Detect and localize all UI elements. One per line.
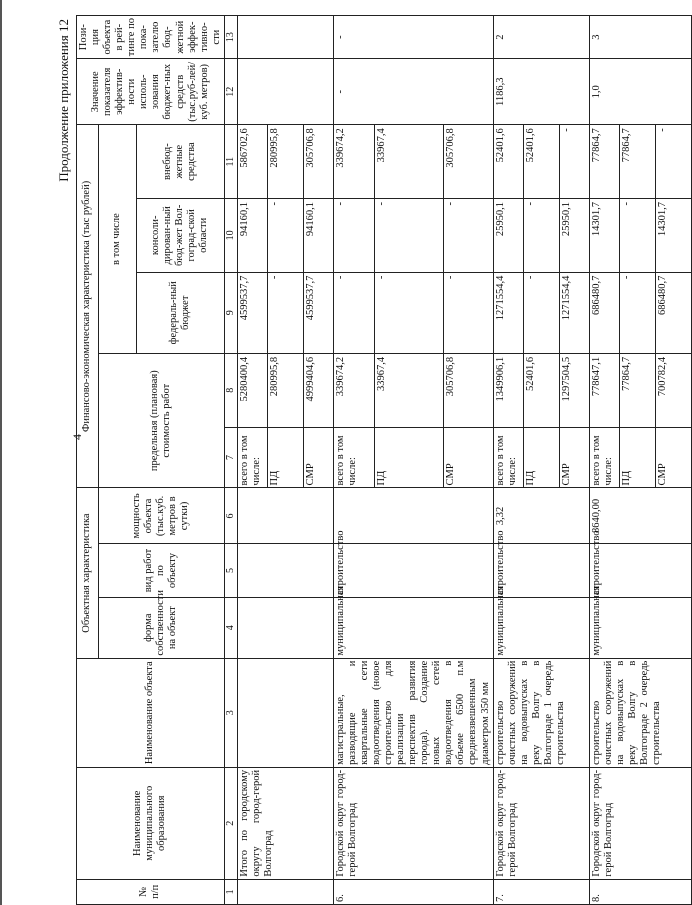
object-name-cell (237, 658, 333, 767)
column-number: 8 (224, 353, 237, 427)
row-number: 7. (493, 879, 589, 904)
column-number: 13 (224, 16, 237, 59)
extrabudget-cell: 77864,7 (589, 125, 619, 199)
header-capacity: мощность объекта (тыс.куб. метров в сутки) (99, 488, 225, 544)
federal-budget-cell: - (523, 272, 559, 353)
federal-budget-cell: - (267, 272, 303, 353)
capacity-cell: 8640,00 (589, 488, 691, 544)
row-number: 8. (589, 879, 691, 904)
regional-budget-cell: 14301,7 (589, 198, 619, 272)
header-work-type: вид работ по объекту (99, 544, 225, 597)
cost-label-cell: СМР (559, 427, 589, 488)
column-number: 9 (224, 272, 237, 353)
rating-cell: - (333, 16, 493, 59)
column-number-row (224, 16, 237, 905)
federal-budget-cell: - (443, 272, 493, 353)
cost-label-cell: СМР (443, 427, 493, 488)
regional-budget-cell: 25950,1 (493, 198, 523, 272)
regional-budget-cell: 94160,1 (303, 198, 333, 272)
total-cost-cell: 4999404,6 (303, 353, 333, 427)
regional-budget-cell: 94160,1 (237, 198, 267, 272)
municipality-cell: Городской округ город-герой Волгоград (589, 767, 691, 879)
regional-budget-cell: 25950,1 (559, 198, 589, 272)
capacity-cell: 3,32 (493, 488, 589, 544)
regional-budget-cell: - (619, 198, 655, 272)
total-cost-cell: 33967,4 (375, 353, 443, 427)
header-efficiency: Значение показателя эффектив-ности исполь-зования бюджет-ных средств (тыс.руб-лей/куб. метров) (77, 59, 225, 125)
ownership-cell (237, 597, 333, 658)
work-type-cell: строительство (493, 544, 589, 597)
page-number: 4 (70, 434, 84, 440)
efficiency-cell: 1,0 (589, 59, 691, 125)
cost-label-cell: всего в том числе: (237, 427, 267, 488)
work-type-cell: строительство (589, 544, 691, 597)
extrabudget-cell: 305706,8 (303, 125, 333, 199)
regional-budget-cell: 14301,7 (655, 198, 691, 272)
total-cost-cell: 778647,1 (589, 353, 619, 427)
column-number: 12 (224, 59, 237, 125)
total-cost-cell: 305706,8 (443, 353, 493, 427)
column-number: 4 (224, 597, 237, 658)
total-cost-cell: 280995,8 (267, 353, 303, 427)
federal-budget-cell: 1271554,4 (493, 272, 523, 353)
extrabudget-cell: 52401,6 (493, 125, 523, 199)
cost-label-cell: ПД (619, 427, 655, 488)
regional-budget-cell: - (375, 198, 443, 272)
rating-cell (237, 16, 333, 59)
extrabudget-cell: 77864,7 (619, 125, 655, 199)
extrabudget-cell: 52401,6 (523, 125, 559, 199)
column-number: 3 (224, 658, 237, 767)
rating-cell: 3 (589, 16, 691, 59)
header-municipality: Наименование муниципального образования (77, 767, 225, 879)
regional-budget-cell: - (267, 198, 303, 272)
cost-label-cell: всего в том числе: (333, 427, 375, 488)
header-object-name: Наименование объекта (77, 658, 225, 767)
continuation-label: Продолжение приложения 12 (56, 19, 71, 182)
header-consolidated: консоли-дирован-ный бюд-жет Вол-гоград-ской области (136, 198, 224, 272)
federal-budget-cell: - (619, 272, 655, 353)
object-name-cell: строительство очистных сооружений на водовыпусках в реку Волгу в Волгограде 2 очередь строительства (589, 658, 691, 767)
efficiency-cell (237, 59, 333, 125)
extrabudget-cell: - (559, 125, 589, 199)
ownership-cell: муниципальная (589, 597, 691, 658)
total-cost-cell: 1349906,1 (493, 353, 523, 427)
object-name-cell: строительство очистных сооружений на водовыпусках в реку Волгу в Волгограде 1 очередь строительства (493, 658, 589, 767)
regional-budget-cell: - (523, 198, 559, 272)
row-number: 6. (333, 879, 493, 904)
municipality-cell: Итого по городскому округу город-герой Волгоград (237, 767, 333, 879)
header-extrabudget: внебюд-жетные средства (136, 125, 224, 199)
table-row (237, 16, 267, 905)
federal-budget-cell: 1271554,4 (559, 272, 589, 353)
regional-budget-cell: - (443, 198, 493, 272)
column-number: 1 (224, 879, 237, 904)
work-type-cell (237, 544, 333, 597)
federal-budget-cell: 4599537,7 (237, 272, 267, 353)
extrabudget-cell: 305706,8 (443, 125, 493, 199)
row-number (237, 879, 333, 904)
object-name-cell: магистральные, разводящие и квартальные сети водоотведения (новое строительство для реализации перспектив развития города). Создание новых сетей водоотведения в объеме 6500 п.м средневзвешенным диаметром 350 мм (333, 658, 493, 767)
extrabudget-cell: 586702,6 (237, 125, 267, 199)
table-body (237, 16, 691, 905)
cost-label-cell: СМР (655, 427, 691, 488)
column-number: 7 (224, 427, 237, 488)
object-table (76, 15, 692, 905)
municipality-cell: Городской округ город-герой Волгоград (493, 767, 589, 879)
federal-budget-cell: 686480,7 (655, 272, 691, 353)
total-cost-cell: 1297504,5 (559, 353, 589, 427)
column-number: 6 (224, 488, 237, 544)
cost-label-cell: ПД (523, 427, 559, 488)
column-number: 11 (224, 125, 237, 199)
total-cost-cell: 52401,6 (523, 353, 559, 427)
table-row (493, 16, 523, 905)
total-cost-cell: 339674,2 (333, 353, 375, 427)
column-number: 10 (224, 198, 237, 272)
cost-label-cell: ПД (267, 427, 303, 488)
capacity-cell (237, 488, 333, 544)
header-num: № п/п (77, 879, 225, 904)
ownership-cell: муниципальная (493, 597, 589, 658)
total-cost-cell: 700782,4 (655, 353, 691, 427)
federal-budget-cell: 686480,7 (589, 272, 619, 353)
extrabudget-cell: 280995,8 (267, 125, 303, 199)
column-number: 2 (224, 767, 237, 879)
header-federal: федераль-ный бюджет (136, 272, 224, 353)
federal-budget-cell: 4599537,7 (303, 272, 333, 353)
municipality-cell: Городской округ город-герой Волгоград (333, 767, 493, 879)
table-row (589, 16, 619, 905)
total-cost-cell: 5280400,4 (237, 353, 267, 427)
scan-edge (0, 0, 2, 905)
federal-budget-cell: - (333, 272, 375, 353)
header-rating: Пози-ция объекта в рей-тинге по пока-зателю бюд-жетной эффек-тивно-сти (77, 16, 225, 59)
work-type-cell: строительство (333, 544, 493, 597)
ownership-cell: муниципальная (333, 597, 493, 658)
cost-label-cell: ПД (375, 427, 443, 488)
header-ownership: форма собственности на объект (99, 597, 225, 658)
cost-label-cell: всего в том числе: (493, 427, 523, 488)
rating-cell: 2 (493, 16, 589, 59)
regional-budget-cell: - (333, 198, 375, 272)
efficiency-cell: 1186,3 (493, 59, 589, 125)
extrabudget-cell: - (655, 125, 691, 199)
cost-label-cell: СМР (303, 427, 333, 488)
federal-budget-cell: - (375, 272, 443, 353)
column-number: 5 (224, 544, 237, 597)
table-row (333, 16, 375, 905)
capacity-cell (333, 488, 493, 544)
cost-label-cell: всего в том числе: (589, 427, 619, 488)
header-in-total: в том числе (99, 125, 137, 354)
rotated-page (56, 15, 668, 905)
extrabudget-cell: 33967,4 (375, 125, 443, 199)
header-max-cost: предельная (плановая) стоимость работ (99, 353, 225, 488)
extrabudget-cell: 339674,2 (333, 125, 375, 199)
header-financial: Финансово-экономическая характеристика (тыс рублей) (77, 125, 99, 488)
efficiency-cell: - (333, 59, 493, 125)
header-object-characteristic: Объектная характеристика (77, 488, 99, 658)
total-cost-cell: 77864,7 (619, 353, 655, 427)
